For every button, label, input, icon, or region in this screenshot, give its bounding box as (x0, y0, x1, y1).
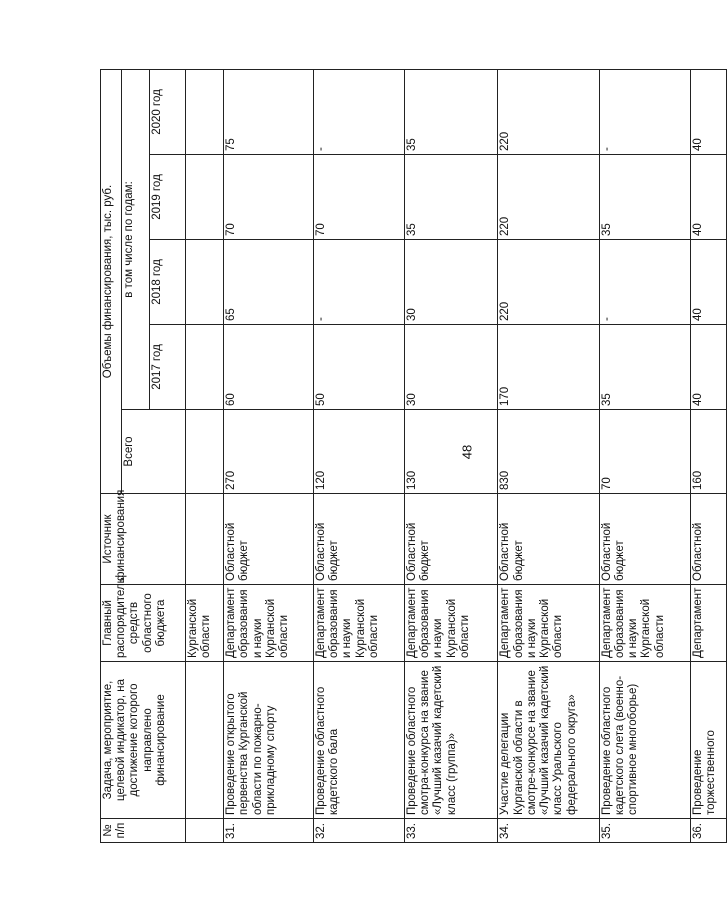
cell-manager: Департамент образования и науки Курганской области (599, 585, 690, 662)
cell-2020: 35 (404, 69, 497, 154)
cell-source: Областной бюджет (599, 494, 690, 585)
cell-task: Проведение торжественного (690, 662, 726, 819)
cell-total: 160 (690, 410, 726, 494)
cell-2018: - (313, 240, 404, 325)
cell-2020: 75 (224, 69, 314, 154)
cell-task: Участие делегации Курганской области в смотре-конкурсе на звание «Лучший казачий кадетский класс Уральского федерального округа» (498, 662, 599, 819)
cell-total: 70 (599, 410, 690, 494)
cell-2019: 35 (599, 155, 690, 240)
header-num: № п/п (101, 819, 186, 843)
table-row (224, 69, 314, 842)
cell-task: Проведение областного смотра-конкурса на звание «Лучший казачий кадетский класс (группа)» (404, 662, 497, 819)
cell-2019: 70 (313, 155, 404, 240)
cell-num: 31. (224, 819, 314, 843)
cell-2020: 40 (690, 69, 726, 154)
cell-task: Проведение областного кадетского бала (313, 662, 404, 819)
cell-manager: Департамент (690, 585, 726, 662)
cell-2017: 40 (690, 325, 726, 410)
cell-manager: Департамент образования и науки Курганской области (404, 585, 497, 662)
cell-source: Областной бюджет (224, 494, 314, 585)
header-year-2020: 2020 год (150, 69, 186, 154)
cell-manager: Курганской области (185, 585, 223, 662)
cell-2018: 30 (404, 240, 497, 325)
header-manager: Главный распорядитель средств областного бюджета (101, 585, 186, 662)
cell-2019: 220 (498, 155, 599, 240)
table-row (404, 69, 497, 842)
cell-manager: Департамент образования и науки Курганской области (498, 585, 599, 662)
table-row (599, 69, 690, 842)
cell-num: 35. (599, 819, 690, 843)
header-total: Всего (121, 410, 185, 494)
cell-source: Областной бюджет (404, 494, 497, 585)
cell-2020: 220 (498, 69, 599, 154)
header-by-years: в том числе по годам: (121, 69, 149, 409)
cell-2018: - (599, 240, 690, 325)
cell-2018: 40 (690, 240, 726, 325)
cell-2017: 170 (498, 325, 599, 410)
cell-2019: 70 (224, 155, 314, 240)
cell-source: Областной бюджет (313, 494, 404, 585)
cell-2017: 60 (224, 325, 314, 410)
header-volumes: Объемы финансирования, тыс. руб. (101, 69, 122, 493)
table-row (313, 69, 404, 842)
cell-manager: Департамент образования и науки Курганской области (224, 585, 314, 662)
cell-2017: 35 (599, 325, 690, 410)
cell-manager: Департамент образования и науки Курганской области (313, 585, 404, 662)
cell-total: 830 (498, 410, 599, 494)
table-row (690, 69, 726, 842)
cell-2018: 220 (498, 240, 599, 325)
table-row-continuation (185, 69, 223, 842)
cell-task: Проведение открытого первенства Курганской области по пожарно-прикладному спорту (224, 662, 314, 819)
table-row (498, 69, 599, 842)
header-year-2017: 2017 год (150, 325, 186, 410)
page-number: 48 (459, 444, 475, 460)
cell-2019: 35 (404, 155, 497, 240)
header-task: Задача, мероприятие, целевой индикатор, на достижение которого направлено финансирование (101, 662, 186, 819)
cell-source: Областной (690, 494, 726, 585)
cell-2020: - (599, 69, 690, 154)
financing-table (100, 69, 727, 843)
rotated-table-container (100, 70, 727, 843)
header-source: Источник финансирования (101, 494, 186, 585)
cell-2017: 50 (313, 325, 404, 410)
cell-total: 120 (313, 410, 404, 494)
cell-num: 34. (498, 819, 599, 843)
cell-2020: - (313, 69, 404, 154)
header-year-2019: 2019 год (150, 155, 186, 240)
cell-task: Проведение областного кадетского слета (военно-спортивное многоборье) (599, 662, 690, 819)
cell-total: 270 (224, 410, 314, 494)
cell-2017: 30 (404, 325, 497, 410)
cell-total: 130 (404, 410, 497, 494)
cell-source: Областной бюджет (498, 494, 599, 585)
header-year-2018: 2018 год (150, 240, 186, 325)
cell-2018: 65 (224, 240, 314, 325)
cell-2019: 40 (690, 155, 726, 240)
cell-num: 36. (690, 819, 726, 843)
cell-num: 33. (404, 819, 497, 843)
cell-num: 32. (313, 819, 404, 843)
